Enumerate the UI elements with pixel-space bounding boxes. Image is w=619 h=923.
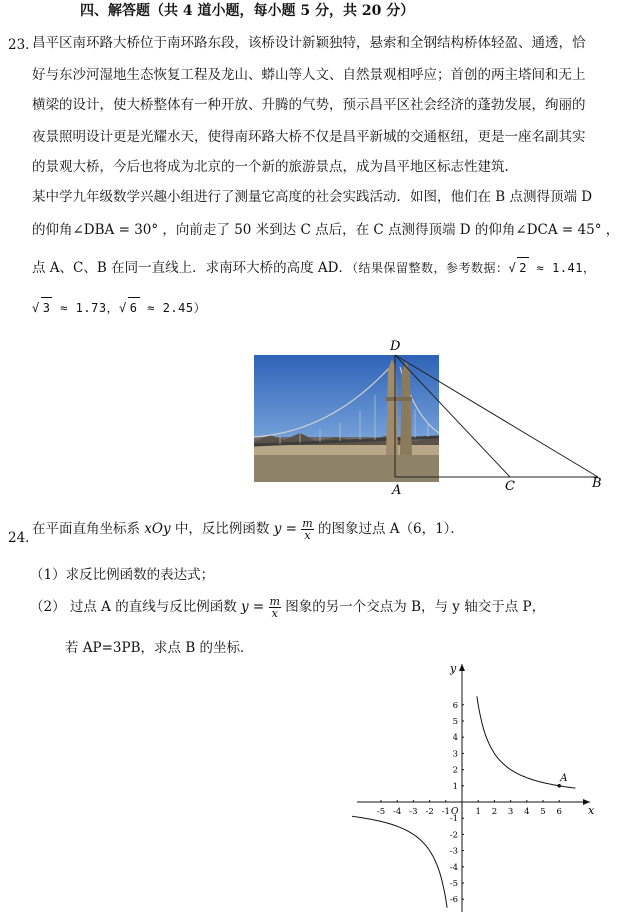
y-tick-label: 2 (452, 765, 458, 776)
fraction-denominator: x (271, 607, 278, 620)
sqrt2-value: 2 (517, 257, 529, 278)
x-tick-label: 3 (507, 807, 514, 817)
y-tick-label: -1 (449, 814, 458, 825)
label-D: D (390, 339, 401, 354)
q23-para1-line: 昌平区南环路大桥位于南环路东段，该桥设计新颖独特，悬索和全钢结构桥体轻盈、通透，恰 (32, 35, 586, 51)
q23-para2-line2: 的仰角∠DBA = 30° ，向前走了 50 米到达 C 点后，在 C 点测得顶端 D 的仰角∠DCA = 45° ， (32, 222, 619, 238)
q24-part1: （1）求反比例函数的表达式； (30, 567, 215, 583)
x-tick-label: -4 (393, 807, 402, 817)
x-tick-label: 1 (475, 807, 481, 817)
x-tick-label: 5 (540, 807, 546, 817)
y-tick-label: -3 (449, 846, 458, 857)
y-tick-label: 1 (452, 781, 458, 792)
x-tick-label: 2 (491, 807, 498, 817)
q23-para2-line3 (32, 257, 596, 278)
section-title: 四、解答题（共 4 道小题，每小题 5 分，共 20 分） (80, 3, 415, 19)
question-24-number: 24． (8, 530, 39, 546)
x-tick-label: -1 (441, 807, 450, 817)
label-A: A (392, 483, 402, 497)
coordinate-graph (352, 662, 602, 918)
label-B: B (592, 476, 602, 491)
q23-para2-line1: 某中学九年级数学兴趣小组进行了测量它高度的社会实践活动．如图，他们在 B 点测得顶端 D (32, 189, 593, 205)
bridge-photo (254, 355, 439, 482)
q23-para1-line: 好与东沙河湿地生态恢复工程及龙山、蟒山等人文、自然景观相呼应；首创的两主塔间和无上 (32, 67, 586, 83)
y-axis-arrow (459, 664, 465, 671)
q24-text: 图象的另一个交点为 B，与 y 轴交于点 P， (280, 599, 546, 615)
sqrt-symbol: √ (119, 301, 127, 315)
y-tick-label: 3 (452, 749, 458, 760)
sqrt6-value: 6 (128, 297, 140, 318)
x-tick-label: 4 (524, 807, 530, 817)
bridge-figure (240, 337, 610, 497)
y-tick-label: -6 (449, 895, 458, 906)
coordinate-graph-svg (352, 662, 602, 918)
q24-part2-line2: 若 AP=3PB，求点 B 的坐标． (65, 640, 254, 656)
q24-text: 在平面直角坐标系 (32, 521, 145, 537)
y-tick-label: 4 (452, 733, 458, 744)
fraction-numerator: m (302, 517, 313, 530)
bridge-figure-svg (240, 337, 610, 497)
q23-reference-note: （结果保留整数，参考数据： (351, 261, 509, 275)
x-tick-label: -3 (409, 807, 418, 817)
fraction-m-over-x (269, 596, 281, 619)
q23-para1-line: 横梁的设计，使大桥整体有一种开放、升腾的气势，预示昌平区社会经济的蓬勃发展，绚丽的 (32, 97, 586, 113)
y-tick-label: -4 (449, 862, 458, 873)
y-tick-label: -5 (449, 879, 458, 889)
point-A-label: A (560, 772, 568, 784)
q24-y-eq: y = (273, 521, 297, 537)
sqrt-symbol: √ (508, 261, 517, 275)
q24-text: 中，反比例函数 (170, 521, 274, 537)
y-axis-label: y (450, 662, 457, 675)
q23-para1-line: 夜景照明设计更是光耀水天，使得南环路大桥不仅是昌平新城的交通枢纽，更是一座名副其实 (32, 129, 586, 145)
fraction-denominator: x (304, 529, 311, 542)
x-tick-label: -5 (376, 807, 386, 817)
q24-text: 的图象过点 A（6，1）． (313, 521, 464, 537)
q24-text: （2） 过点 A 的直线与反比例函数 (30, 599, 242, 615)
y-tick-label: 5 (452, 717, 458, 727)
y-tick-label: -2 (449, 830, 458, 841)
fraction-m-over-x (301, 518, 313, 541)
x-tick-label: 6 (556, 807, 562, 817)
hyperbola-branch-2 (352, 816, 447, 908)
q24-y-eq: y = (241, 599, 265, 615)
label-C: C (505, 479, 515, 494)
origin-label: O (451, 807, 459, 817)
point-A (557, 784, 561, 788)
sqrt3-value: 3 (41, 297, 53, 318)
q23-question-text: 点 A、C、B 在同一直线上．求南环大桥的高度 AD． (32, 260, 352, 276)
q23-para1-line: 的景观大桥，今后也将成为北京的一个新的旅游景点，成为昌平地区标志性建筑. (32, 159, 509, 175)
q23-para2-line4 (32, 297, 206, 318)
q24-xoy: xOy (144, 521, 171, 537)
approx-value: ≈ 1.41， (528, 261, 596, 275)
q24-part2-line1 (30, 595, 545, 619)
y-tick-label: 6 (452, 700, 458, 711)
fraction-numerator: m (269, 595, 280, 608)
x-tick-label: -2 (425, 807, 434, 817)
q24-line1 (32, 518, 464, 541)
approx-value: ≈ 1.73， (52, 301, 120, 315)
sqrt-symbol: √ (32, 301, 40, 315)
x-axis-label: x (588, 804, 595, 817)
question-23-number: 23． (8, 37, 39, 53)
approx-value: ≈ 2.45） (139, 301, 207, 315)
